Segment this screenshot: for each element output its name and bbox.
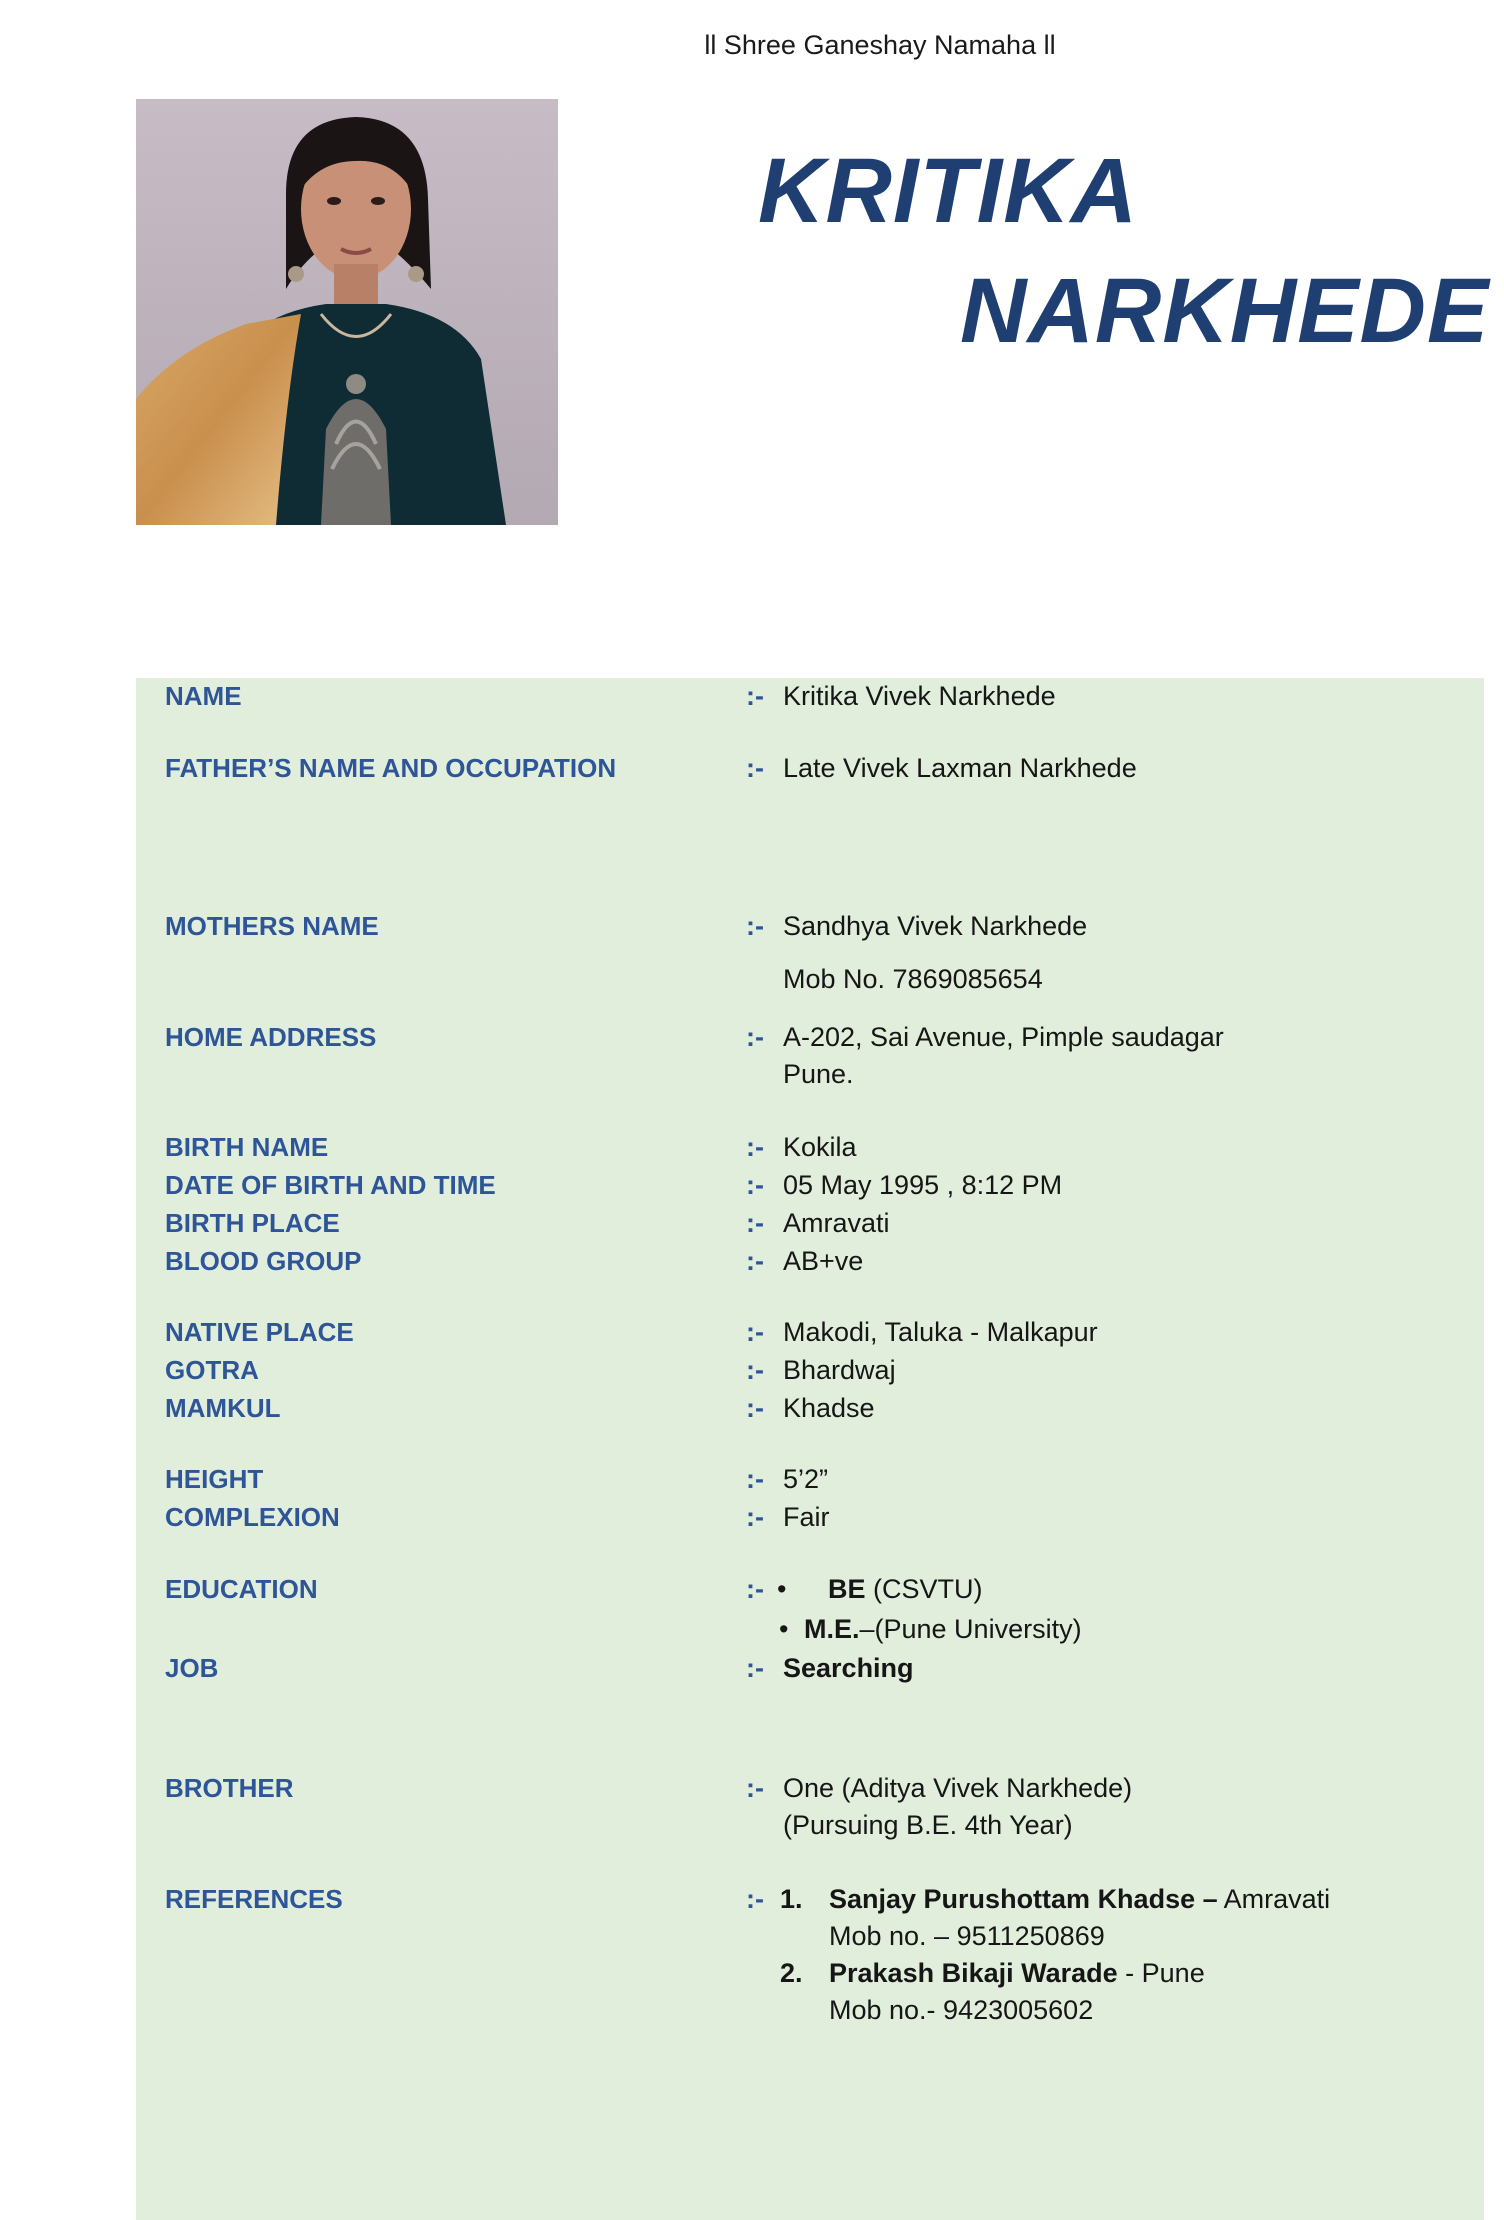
separator: :- [746, 1022, 764, 1052]
profile-photo [136, 99, 558, 525]
education-item [777, 1571, 1082, 1608]
value-education [777, 1571, 1082, 1648]
reference-city: Amravati [1217, 1884, 1331, 1914]
value-complexion: Fair [783, 1502, 830, 1532]
value-mother [783, 908, 1087, 998]
portrait-illustration [136, 99, 558, 525]
reference-mobile: Mob no.- 9423005602 [829, 1995, 1094, 2025]
reference-item [780, 1955, 1330, 2029]
value-address [783, 1019, 1224, 1093]
separator: :- [746, 753, 764, 783]
value-job: Searching [783, 1653, 914, 1683]
brother-line1: One (Aditya Vivek Narkhede) [783, 1773, 1133, 1803]
label-birth-name: BIRTH NAME [165, 1132, 329, 1162]
invocation-text: ll Shree Ganeshay Namaha ll [704, 30, 1056, 60]
value-father: Late Vivek Laxman Narkhede [783, 753, 1137, 783]
separator: :- [746, 911, 764, 941]
education-degree: M.E. [803, 1614, 860, 1644]
label-job: JOB [165, 1653, 219, 1683]
label-height: HEIGHT [165, 1464, 264, 1494]
separator: :- [746, 1208, 764, 1238]
value-birth-place: Amravati [783, 1208, 890, 1238]
mother-mobile: Mob No. 7869085654 [783, 964, 1043, 994]
label-brother: BROTHER [165, 1773, 294, 1803]
label-mamkul: MAMKUL [165, 1393, 281, 1423]
bullet-icon: • [779, 1614, 789, 1644]
separator: :- [746, 1132, 764, 1162]
title-last-name: NARKHEDE [960, 260, 1490, 362]
education-item [779, 1611, 1082, 1648]
reference-city: - Pune [1117, 1958, 1205, 1988]
reference-item [780, 1881, 1331, 1955]
separator: :- [746, 1317, 764, 1347]
label-dob: DATE OF BIRTH AND TIME [165, 1170, 496, 1200]
separator: :- [746, 1170, 764, 1200]
label-native-place: NATIVE PLACE [165, 1317, 354, 1347]
value-name: Kritika Vivek Narkhede [783, 681, 1056, 711]
value-dob: 05 May 1995 , 8:12 PM [783, 1170, 1063, 1200]
label-birth-place: BIRTH PLACE [165, 1208, 340, 1238]
reference-mobile: Mob no. – 9511250869 [829, 1921, 1105, 1951]
address-line1: A-202, Sai Avenue, Pimple saudagar [783, 1022, 1224, 1052]
reference-number: 2. [780, 1958, 803, 1988]
separator: :- [746, 1393, 764, 1423]
value-native-place: Makodi, Taluka - Malkapur [783, 1317, 1098, 1347]
value-height: 5’2” [783, 1464, 829, 1494]
reference-number: 1. [780, 1884, 803, 1914]
label-blood-group: BLOOD GROUP [165, 1246, 362, 1276]
label-mother: MOTHERS NAME [165, 911, 379, 941]
label-references: REFERENCES [165, 1884, 343, 1914]
separator: :- [746, 1464, 764, 1494]
label-father: FATHER’S NAME AND OCCUPATION [165, 753, 617, 783]
reference-name: Prakash Bikaji Warade [829, 1958, 1118, 1988]
education-detail: (CSVTU) [865, 1574, 983, 1604]
label-address: HOME ADDRESS [165, 1022, 377, 1052]
value-birth-name: Kokila [783, 1132, 857, 1162]
address-line2: Pune. [783, 1059, 854, 1089]
value-mamkul: Khadse [783, 1393, 875, 1423]
value-references [780, 1881, 1331, 2029]
separator: :- [746, 1246, 764, 1276]
value-blood-group: AB+ve [783, 1246, 864, 1276]
separator: :- [746, 1653, 764, 1683]
value-gotra: Bhardwaj [783, 1355, 896, 1385]
separator: :- [746, 681, 764, 711]
value-brother [783, 1770, 1132, 1844]
label-education: EDUCATION [165, 1574, 318, 1604]
reference-name: Sanjay Purushottam Khadse – [829, 1884, 1218, 1914]
label-gotra: GOTRA [165, 1355, 259, 1385]
education-detail: –(Pune University) [859, 1614, 1082, 1644]
separator: :- [746, 1884, 764, 1914]
separator: :- [746, 1355, 764, 1385]
separator: :- [746, 1773, 764, 1803]
bullet-icon: • [777, 1574, 787, 1604]
mother-name: Sandhya Vivek Narkhede [783, 911, 1088, 941]
title-first-name: KRITIKA [758, 140, 1139, 242]
label-name: NAME [165, 681, 242, 711]
education-degree: BE [828, 1574, 866, 1604]
label-complexion: COMPLEXION [165, 1502, 340, 1532]
brother-line2: (Pursuing B.E. 4th Year) [783, 1810, 1073, 1840]
details-panel [136, 678, 1484, 2220]
separator: :- [746, 1502, 764, 1532]
separator: :- [746, 1574, 764, 1604]
